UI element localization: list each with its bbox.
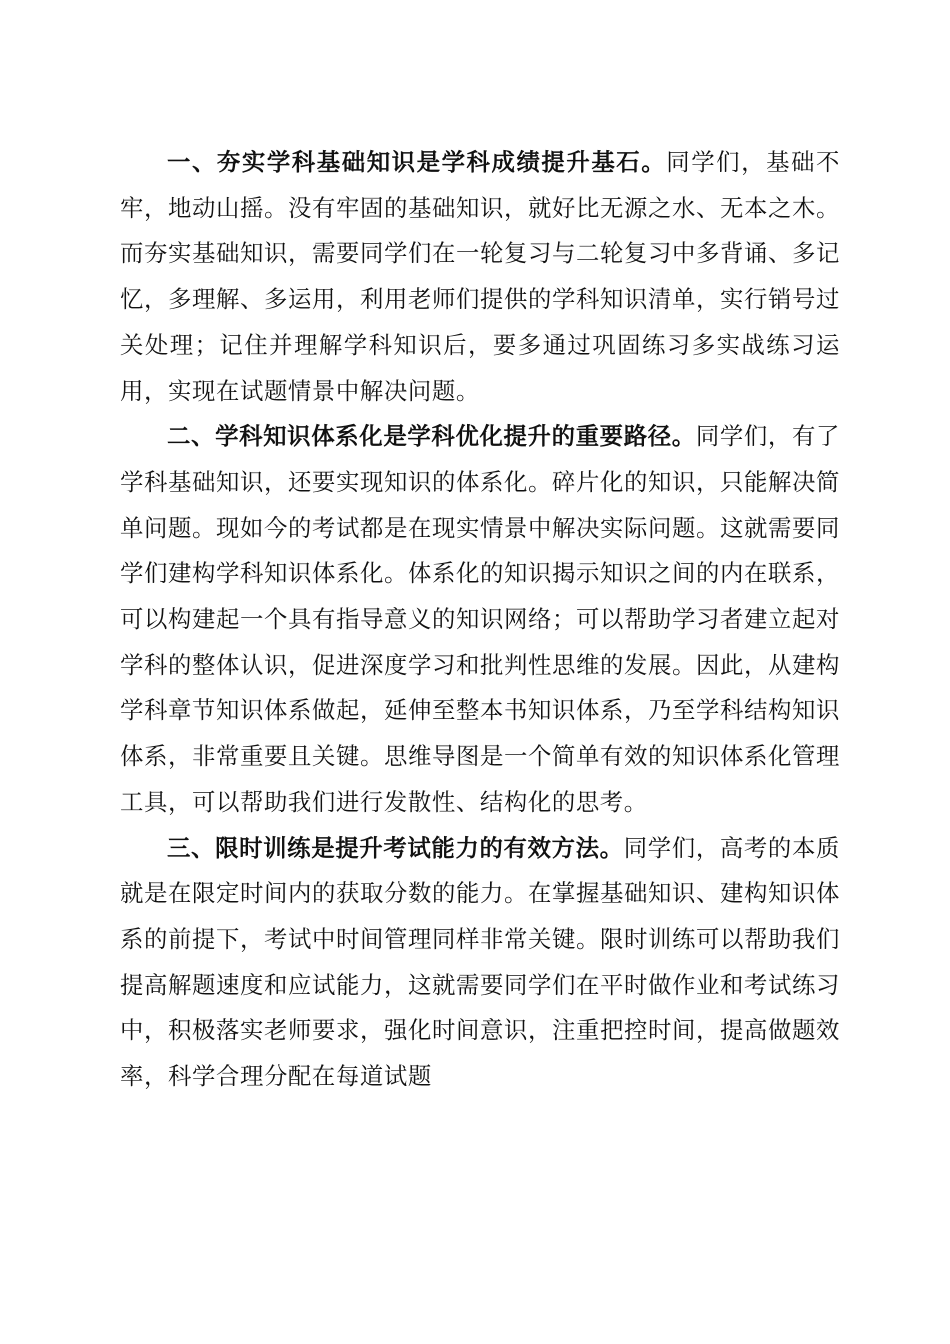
paragraph-3-heading: 三、限时训练是提升考试能力的有效方法。 [167,833,624,862]
paragraph-3 [120,826,840,1100]
paragraph-2-heading: 二、学科知识体系化是学科优化提升的重要路径。 [167,422,696,451]
paragraph-1-heading: 一、夯实学科基础知识是学科成绩提升基石。 [167,148,667,176]
paragraph-3-body: 同学们，高考的本质就是在限定时间内的获取分数的能力。在掌握基础知识、建构知识体系的前提下，考试中时间管理同样非常关键。限时训练可以帮助我们提高解题速度和应试能力，这就需要同学们在平时做作业和考试练习中，积极落实老师要求，强化时间意识，注重把控时间，提高做题效率，科学合理分配在每道试题 [120,833,840,1091]
paragraph-2 [120,414,840,825]
paragraph-2-body: 同学们，有了学科基础知识，还要实现知识的体系化。碎片化的知识，只能解决简单问题。现如今的考试都是在现实情景中解决实际问题。这就需要同学们建构学科知识体系化。体系化的知识揭示知识之间的内在联系，可以构建起一个具有指导意义的知识网络；可以帮助学习者建立起对学科的整体认识，促进深度学习和批判性思维的发展。因此，从建构学科章节知识体系做起，延伸至整本书知识体系，乃至学科结构知识体系，非常重要且关键。思维导图是一个简单有效的知识体系化管理工具，可以帮助我们进行发散性、结构化的思考。 [120,422,840,816]
paragraph-1-body: 同学们，基础不牢，地动山摇。没有牢固的基础知识，就好比无源之水、无本之木。而夯实基础知识，需要同学们在一轮复习与二轮复习中多背诵、多记忆，多理解、多运用，利用老师们提供的学科知识清单，实行销号过关处理；记住并理解学科知识后，要多通过巩固练习多实战练习运用，实现在试题情景中解决问题。 [120,148,840,405]
paragraph-1 [120,140,840,414]
document-body [120,140,840,1100]
